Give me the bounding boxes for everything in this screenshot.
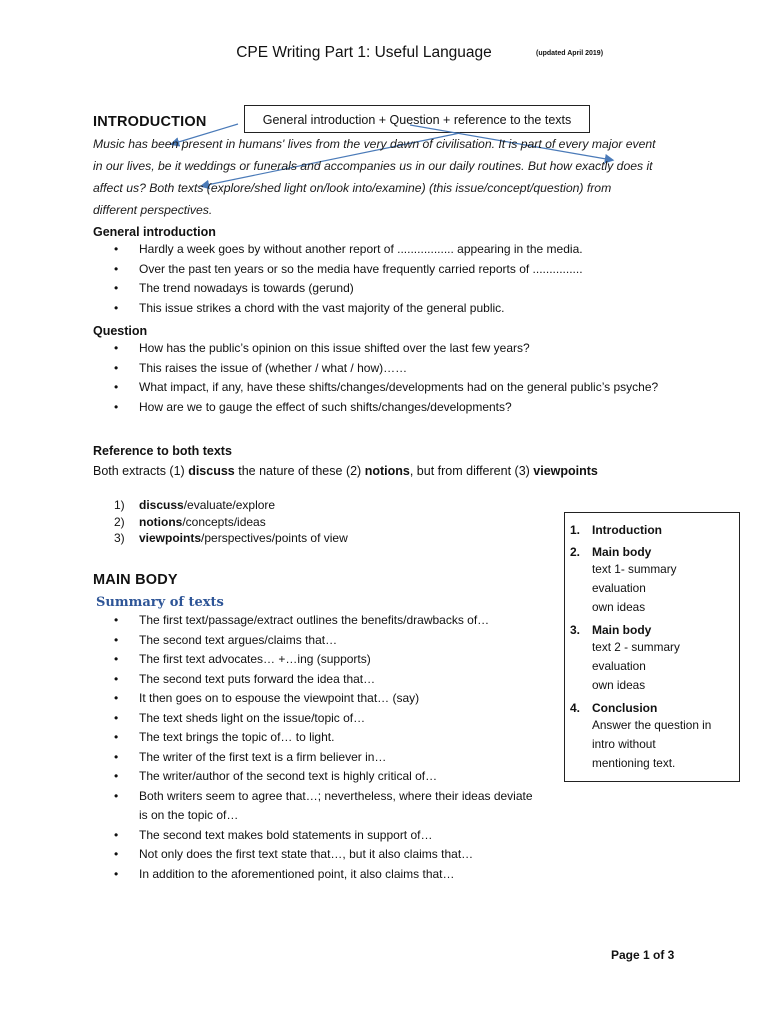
structure-detail-line: evaluation [592,581,646,595]
reference-text: , but from different (3) [409,464,534,478]
structure-details [592,716,711,773]
structure-detail-line: own ideas [592,678,646,692]
structure-details [592,638,680,695]
essay-structure-box [564,512,740,782]
item-number: 2) [114,514,125,529]
structure-detail-line: evaluation [592,659,646,673]
item-keyword: notions [139,514,183,529]
sample-line: in our lives, be it weddings or funerals and accompanies us in our daily routines. But how exactly does it [93,159,653,173]
list-item: • The trend nowadays is towards (gerund) [93,279,693,299]
list-item: • How are we to gauge the effect of such shifts/changes/developments? [93,398,668,418]
list-item: • Not only does the first text state that…, but it also claims that… [93,845,533,865]
structure-number: 4. [570,701,581,715]
structure-label: Conclusion [592,701,658,715]
intro-structure-callout: General introduction + Question + reference to the texts [244,105,590,133]
reference-keyword: discuss [188,464,235,478]
reference-heading: Reference to both texts [93,444,232,458]
summary-subheading: Summary of texts [96,595,224,610]
structure-number: 3. [570,623,581,637]
structure-details [592,560,677,617]
list-item: • How has the public’s opinion on this issue shifted over the last few years? [93,339,668,359]
item-number: 1) [114,498,125,512]
reference-text: Both extracts (1) [93,464,189,478]
item-keyword: discuss [139,498,184,512]
reference-numbered-list [93,497,493,547]
list-item: • The writer of the first text is a firm believer in… [93,748,533,768]
structure-number: 2. [570,545,581,559]
sample-line: different perspectives. [93,203,213,217]
structure-label: Main body [592,623,652,637]
general-intro-heading: General introduction [93,225,216,239]
document-title: CPE Writing Part 1: Useful Language [236,44,492,61]
list-item: • Hardly a week goes by without another report of ................. appearing in the media. [93,240,693,260]
list-item: • The second text puts forward the idea that… [93,670,533,690]
sample-line: Music has been present in humans' lives from the very dawn of civilisation. It is part of every major event [93,137,656,151]
question-heading: Question [93,324,148,338]
general-intro-list [93,240,693,318]
main-body-heading: MAIN BODY [93,572,178,588]
page-number: Page 1 of 3 [611,948,675,962]
structure-detail-line: own ideas [592,600,646,614]
structure-number: 1. [570,523,581,537]
list-item: • The text brings the topic of… to light. [93,728,533,748]
list-item: • The text sheds light on the issue/topic of… [93,709,533,729]
item-rest: /evaluate/explore [183,498,276,512]
sample-line: affect us? Both texts (explore/shed light on/look into/examine) (this issue/concept/question) from [93,181,612,195]
updated-note: (updated April 2019) [536,50,604,57]
list-item: • The second text argues/claims that… [93,631,533,651]
structure-detail-line: text 2 - summary [592,640,680,654]
list-item: • Over the past ten years or so the media have frequently carried reports of ............... [93,260,693,280]
list-item: • The second text makes bold statements in support of… [93,826,533,846]
summary-list [93,611,533,884]
reference-sentence [93,464,598,478]
list-item: • The first text/passage/extract outlines the benefits/drawbacks of… [93,611,533,631]
list-item: • This raises the issue of (whether / what / how)…… [93,359,668,379]
list-item: • It then goes on to espouse the viewpoint that… (say) [93,689,533,709]
list-item: • Both writers seem to agree that…; nevertheless, where their ideas deviate is on the topic of… [93,787,533,826]
structure-detail-line: Answer the question in [592,718,712,732]
list-item: • What impact, if any, have these shifts/changes/developments had on the general public’s psyche? [93,378,668,398]
sample-introduction [93,133,683,221]
question-list [93,339,668,417]
structure-detail-line: intro without [592,737,656,751]
structure-detail-line: mentioning text. [592,756,676,770]
item-rest: /concepts/ideas [182,514,266,529]
item-keyword: viewpoints [139,531,202,545]
structure-label: Introduction [592,523,662,537]
item-number: 3) [114,531,125,545]
introduction-heading: INTRODUCTION [93,114,207,130]
list-item: • The first text advocates… +…ing (supports) [93,650,533,670]
numbered-item [93,514,493,531]
numbered-item [93,497,493,514]
structure-detail-line: text 1- summary [592,562,677,576]
list-item: • The writer/author of the second text is highly critical of… [93,767,533,787]
structure-label: Main body [592,545,652,559]
list-item: • This issue strikes a chord with the vast majority of the general public. [93,299,693,319]
reference-text: the nature of these (2) [234,464,365,478]
item-rest: /perspectives/points of view [201,531,348,545]
reference-keyword: notions [364,464,410,478]
callout-arrows [0,0,768,260]
reference-keyword: viewpoints [533,464,598,478]
numbered-item [93,530,493,547]
list-item: • In addition to the aforementioned point, it also claims that… [93,865,533,885]
